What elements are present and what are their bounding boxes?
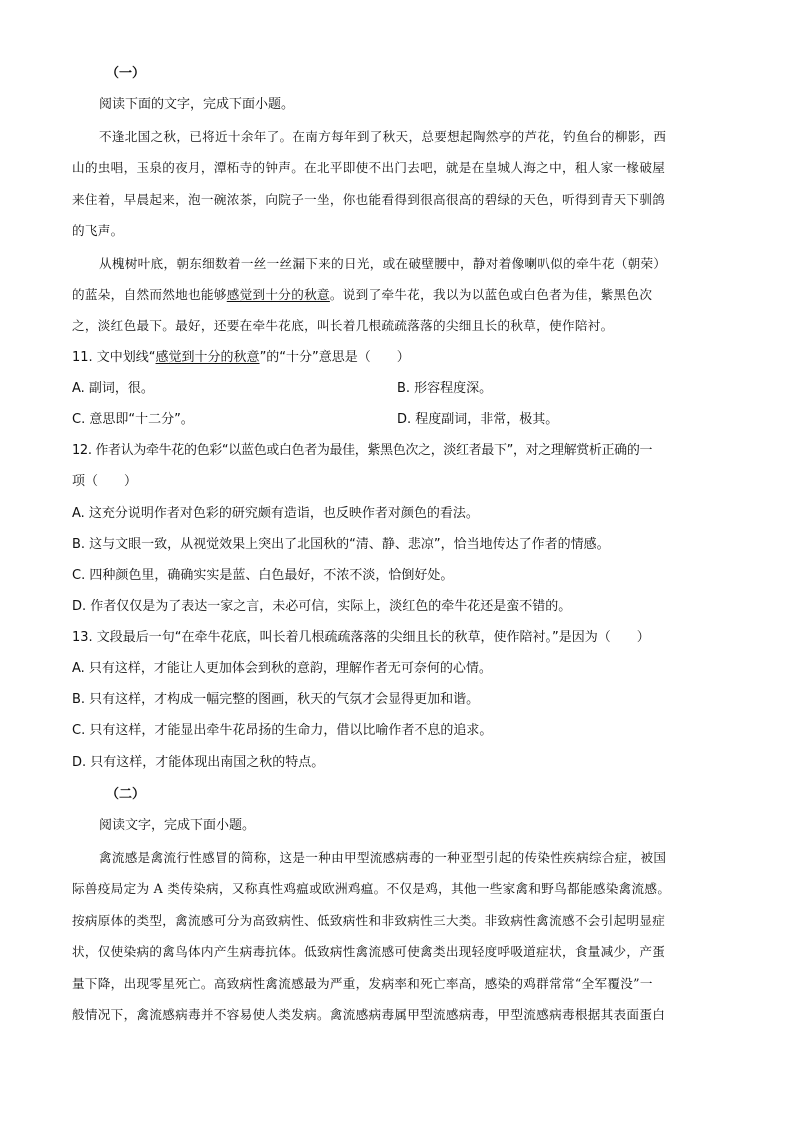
question-text: ”的“十分”意思是（ ） (259, 350, 410, 365)
passage-text: 的蓝朵，自然而然地也能够 (72, 287, 227, 302)
question-12-option-c: C. 四种颜色里，确确实实是蓝、白色最好，不浓不淡，恰倒好处。 (72, 568, 454, 583)
question-12-stem-line-1: 12. 作者认为牵牛花的色彩“以蓝色或白色者为最佳，紫黑色次之，淡红者最下”，对之理解赏析正确的一 (72, 443, 653, 458)
question-13-stem: 13. 文段最后一句“在牵牛花底，叫长着几根疏疏落落的尖细且长的秋草，使作陪衬。”是因为（ ） (72, 630, 650, 645)
passage-3-line-5: 量下降，出现零星死亡。高致病性禽流感最为严重，发病率和死亡率高，感染的鸡群常常“全军覆没”一 (72, 976, 653, 991)
passage-2-line-1: 从槐树叶底，朝东细数着一丝一丝漏下来的日光，或在破壁腰中，静对着像喇叭似的牵牛花（朝荣） (99, 256, 667, 271)
question-text: 11. 文中划线“ (72, 350, 156, 365)
question-12-option-b: B. 这与文眼一致，从视觉效果上突出了北国秋的“清、静、悲凉”，恰当地传达了作者的情感。 (72, 537, 610, 552)
question-12-option-a: A. 这充分说明作者对色彩的研究颇有造诣，也反映作者对颜色的看法。 (72, 506, 479, 521)
passage-3-line-2: 际兽疫局定为 A 类传染病，又称真性鸡瘟或欧洲鸡瘟。不仅是鸡，其他一些家禽和野鸟都能感染禽流感。 (72, 881, 671, 896)
question-13-option-a: A. 只有这样，才能让人更加体会到秋的意韵，理解作者无可奈何的心情。 (72, 661, 492, 676)
passage-2-line-3: 之，淡红色最下。最好，还要在牵牛花底，叫长着几根疏疏落落的尖细且长的秋草，使作陪衬。 (72, 318, 614, 333)
passage-3-line-6: 般情况下，禽流感病毒并不容易使人类发病。禽流感病毒属甲型流感病毒，甲型流感病毒根据其表面蛋白 (72, 1007, 666, 1022)
question-11-option-b: B. 形容程度深。 (397, 381, 493, 396)
question-13-option-d: D. 只有这样，才能体现出南国之秋的特点。 (72, 755, 325, 770)
section-instruction-2: 阅读文字，完成下面小题。 (99, 818, 256, 833)
question-11-option-d: D. 程度副词，非常，极其。 (397, 412, 559, 427)
passage-text: 。说到了牵牛花，我以为以蓝色或白色者为佳，紫黑色次 (329, 287, 653, 302)
passage-1-line-2: 山的虫唱，玉泉的夜月，潭柘寺的钟声。在北平即使不出门去吧，就是在皇城人海之中，租人家一椽破屋 (72, 160, 666, 175)
passage-3-line-4: 状，仅使染病的禽鸟体内产生病毒抗体。低致病性禽流感可使禽类出现轻度呼吸道症状，食量减少，产蛋 (72, 944, 666, 959)
question-12-option-d: D. 作者仅仅是为了表达一家之言，未必可信，实际上，淡红色的牵牛花还是蛮不错的。 (72, 599, 572, 614)
question-11-option-c: C. 意思即“十二分”。 (72, 412, 194, 427)
section-heading-1: （一） (106, 66, 146, 81)
passage-2-line-2 (72, 287, 652, 303)
passage-1-line-3: 来住着，早晨起来，泡一碗浓茶，向院子一坐，你也能看得到很高很高的碧绿的天色，听得到青天下驯鸽 (72, 192, 666, 207)
question-13-option-b: B. 只有这样，才构成一幅完整的图画，秋天的气氛才会显得更加和谐。 (72, 692, 480, 707)
passage-3-line-1: 禽流感是禽流行性感冒的简称，这是一种由甲型流感病毒的一种亚型引起的传染性疾病综合症，被国 (99, 850, 667, 865)
question-13-option-c: C. 只有这样，才能显出牵牛花昂扬的生命力，借以比喻作者不息的追求。 (72, 723, 493, 738)
question-11-stem (72, 350, 410, 366)
passage-3-line-3: 按病原体的类型，禽流感可分为高致病性、低致病性和非致病性三大类。非致病性禽流感不会引起明显症 (72, 913, 666, 928)
section-instruction-1: 阅读下面的文字，完成下面小题。 (99, 97, 295, 112)
passage-1-line-1: 不逢北国之秋，已将近十余年了。在南方每年到了秋天，总要想起陶然亭的芦花，钓鱼台的柳影，西 (99, 129, 667, 144)
underlined-phrase: 感觉到十分的秋意 (226, 287, 330, 302)
underlined-phrase: 感觉到十分的秋意 (155, 350, 260, 365)
passage-1-line-4: 的飞声。 (72, 223, 124, 238)
section-heading-2: （二） (106, 787, 146, 802)
question-11-option-a: A. 副词，很。 (72, 381, 154, 396)
question-12-stem-line-2: 项（ ） (72, 474, 138, 489)
